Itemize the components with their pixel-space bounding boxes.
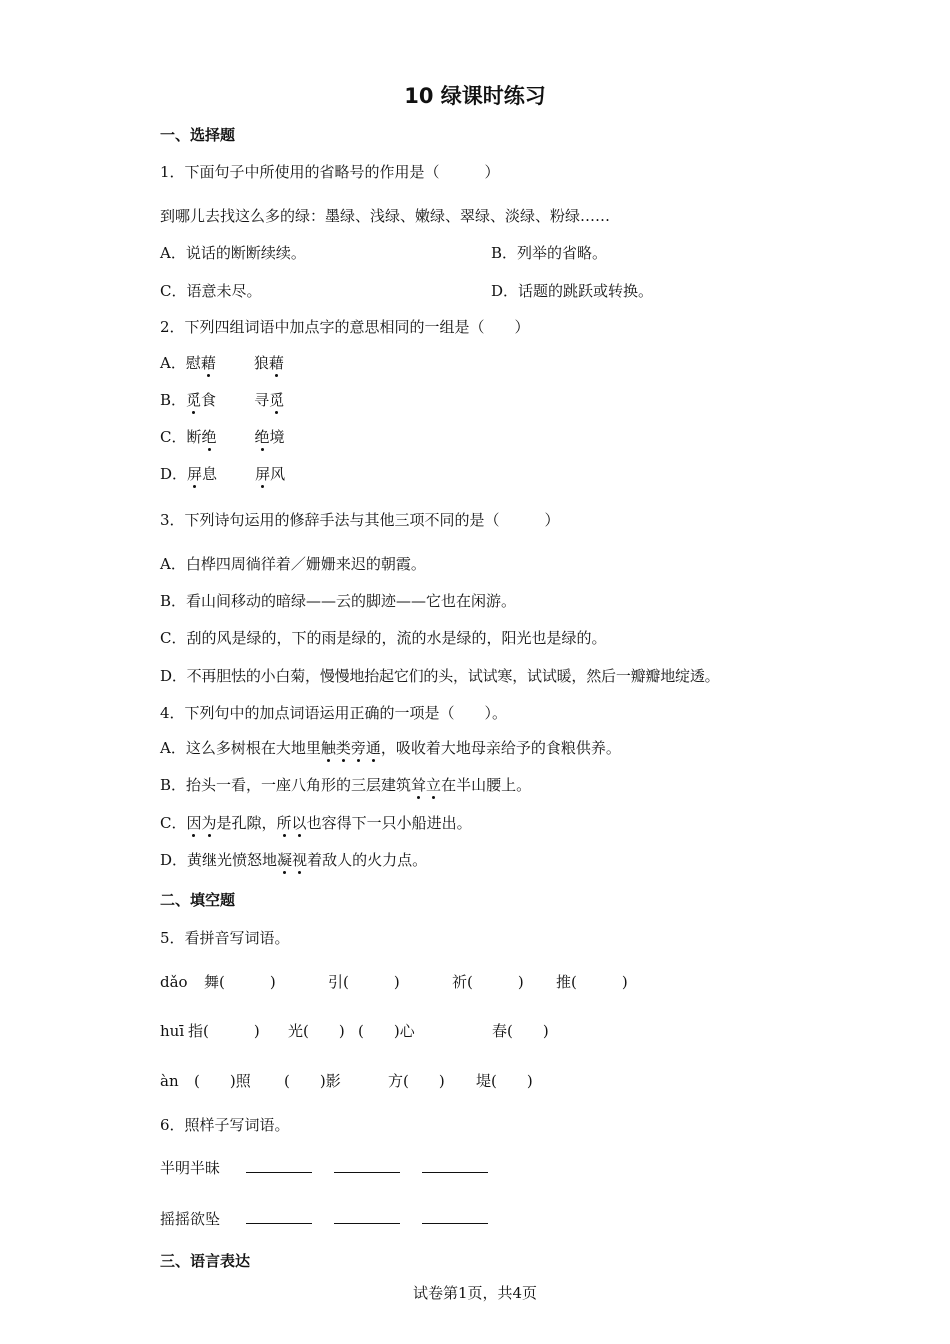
- text: A．这么多树根在大地里: [160, 739, 321, 757]
- word-char: 狼: [253, 354, 269, 372]
- question-1-stem: 1．下面句子中所使用的省略号的作用是（ ）: [160, 163, 500, 181]
- dotted-char: 视: [292, 851, 308, 869]
- page-title: 10 绿课时练习: [404, 84, 546, 108]
- question-4-option-d: [160, 850, 427, 870]
- question-3-option-b: B．看山间移动的暗绿——云的脚迹——它也在闲游。: [160, 592, 517, 610]
- pinyin: àn: [160, 1072, 179, 1090]
- question-1-option-d: D．话题的跳跃或转换。: [491, 282, 654, 300]
- word-blank[interactable]: 舞( ): [204, 973, 276, 991]
- dotted-char: 类: [335, 739, 351, 757]
- section-heading-expression: 三、语言表达: [160, 1252, 251, 1270]
- text: C．: [160, 814, 187, 832]
- dotted-char: 立: [426, 776, 442, 794]
- dotted-char: 触: [320, 739, 336, 757]
- question-2-option-b: [160, 390, 284, 410]
- word-blank[interactable]: 引( ): [328, 973, 400, 991]
- text: D．黄继光愤怒地: [160, 851, 278, 869]
- dotted-char: 因: [186, 814, 202, 832]
- word-char: 风: [270, 465, 286, 483]
- question-3-option-d: D．不再胆怯的小白菊，慢慢地抬起它们的头，试试寒，试试暖，然后一瓣瓣地绽透。: [160, 667, 720, 685]
- question-2-option-a: [160, 353, 284, 373]
- word-char: 寻: [254, 391, 270, 409]
- word-char: 慰: [185, 354, 201, 372]
- question-5-stem: 5．看拼音写词语。: [160, 929, 290, 947]
- option-label: C．: [160, 428, 187, 446]
- option-label: D．: [160, 465, 188, 483]
- question-4-option-a: [160, 738, 621, 758]
- word-char: 境: [269, 428, 285, 446]
- section-heading-choice: 一、选择题: [160, 126, 236, 144]
- option-label: A．: [160, 354, 186, 372]
- question-4-option-b: [160, 775, 531, 795]
- dotted-char: 通: [365, 739, 381, 757]
- example-row-2: [160, 1209, 510, 1229]
- question-2-stem: 2．下列四组词语中加点字的意思相同的一组是（ ）: [160, 318, 530, 336]
- pinyin: dǎo: [160, 973, 188, 991]
- text: ，吸收着大地母亲给予的食粮供养。: [380, 739, 621, 757]
- word-blank[interactable]: ( )心: [358, 1022, 415, 1040]
- question-4-option-c: [160, 813, 472, 833]
- question-1-option-a: A．说话的断断续续。: [160, 244, 306, 262]
- question-3-option-a: A．白桦四周徜徉着／姗姗来迟的朝霞。: [160, 555, 426, 573]
- answer-blank[interactable]: [246, 1158, 312, 1173]
- answer-blank[interactable]: [334, 1158, 400, 1173]
- question-1-option-b: B．列举的省略。: [491, 244, 608, 262]
- page-footer: 试卷第1页，共4页: [412, 1284, 538, 1302]
- section-heading-fill: 二、填空题: [160, 891, 236, 909]
- word-blank[interactable]: 推( ): [556, 973, 628, 991]
- word-blank[interactable]: ( )影: [284, 1072, 341, 1090]
- text: 也容得下一只小船进出。: [306, 814, 472, 832]
- word-blank[interactable]: 春( ): [492, 1022, 549, 1040]
- dotted-char: 觅: [269, 391, 285, 409]
- word-blank[interactable]: 指( ): [188, 1022, 260, 1040]
- dotted-char: 以: [291, 814, 307, 832]
- dotted-char: 耸: [411, 776, 427, 794]
- word-blank[interactable]: ( )照: [194, 1072, 251, 1090]
- question-3-option-c: C．刮的风是绿的，下的雨是绿的，流的水是绿的，阳光也是绿的。: [160, 629, 607, 647]
- dotted-char: 觅: [186, 391, 202, 409]
- question-6-stem: 6．照样子写词语。: [160, 1116, 290, 1134]
- answer-blank[interactable]: [246, 1209, 312, 1224]
- option-label: B．: [160, 391, 187, 409]
- example-row-1: [160, 1158, 510, 1178]
- example-word: 半明半昧: [160, 1159, 221, 1177]
- word-blank[interactable]: 方( ): [388, 1072, 445, 1090]
- word-char: 息: [202, 465, 218, 483]
- dotted-char: 绝: [254, 428, 270, 446]
- word-blank[interactable]: 光( ): [288, 1022, 345, 1040]
- pinyin: huī: [160, 1022, 185, 1040]
- word-char: 断: [186, 428, 202, 446]
- answer-blank[interactable]: [422, 1209, 488, 1224]
- question-4-stem: 4．下列句中的加点词语运用正确的一项是（ ）。: [160, 704, 508, 722]
- dotted-char: 绝: [201, 428, 217, 446]
- dotted-char: 所: [276, 814, 292, 832]
- dotted-char: 藉: [200, 354, 216, 372]
- question-3-stem: 3．下列诗句运用的修辞手法与其他三项不同的是（ ）: [160, 511, 560, 529]
- dotted-char: 凝: [277, 851, 293, 869]
- question-1-sentence: 到哪儿去找这么多的绿：墨绿、浅绿、嫩绿、翠绿、淡绿、粉绿……: [160, 207, 611, 225]
- word-char: 食: [201, 391, 217, 409]
- answer-blank[interactable]: [422, 1158, 488, 1173]
- text: B．抬头一看，一座八角形的三层建筑: [160, 776, 412, 794]
- answer-blank[interactable]: [334, 1209, 400, 1224]
- word-blank[interactable]: 祈( ): [452, 973, 524, 991]
- example-word: 摇摇欲坠: [160, 1210, 221, 1228]
- text: 在半山腰上。: [441, 776, 532, 794]
- word-blank[interactable]: 堤( ): [476, 1072, 533, 1090]
- dotted-char: 旁: [350, 739, 366, 757]
- question-1-option-c: C．语意未尽。: [160, 282, 262, 300]
- question-2-option-c: [160, 427, 285, 447]
- dotted-char: 为: [201, 814, 217, 832]
- dotted-char: 屏: [255, 465, 271, 483]
- question-2-option-d: [160, 464, 285, 484]
- dotted-char: 屏: [187, 465, 203, 483]
- dotted-char: 藉: [268, 354, 284, 372]
- text: 着敌人的火力点。: [307, 851, 428, 869]
- text: 是孔隙，: [216, 814, 277, 832]
